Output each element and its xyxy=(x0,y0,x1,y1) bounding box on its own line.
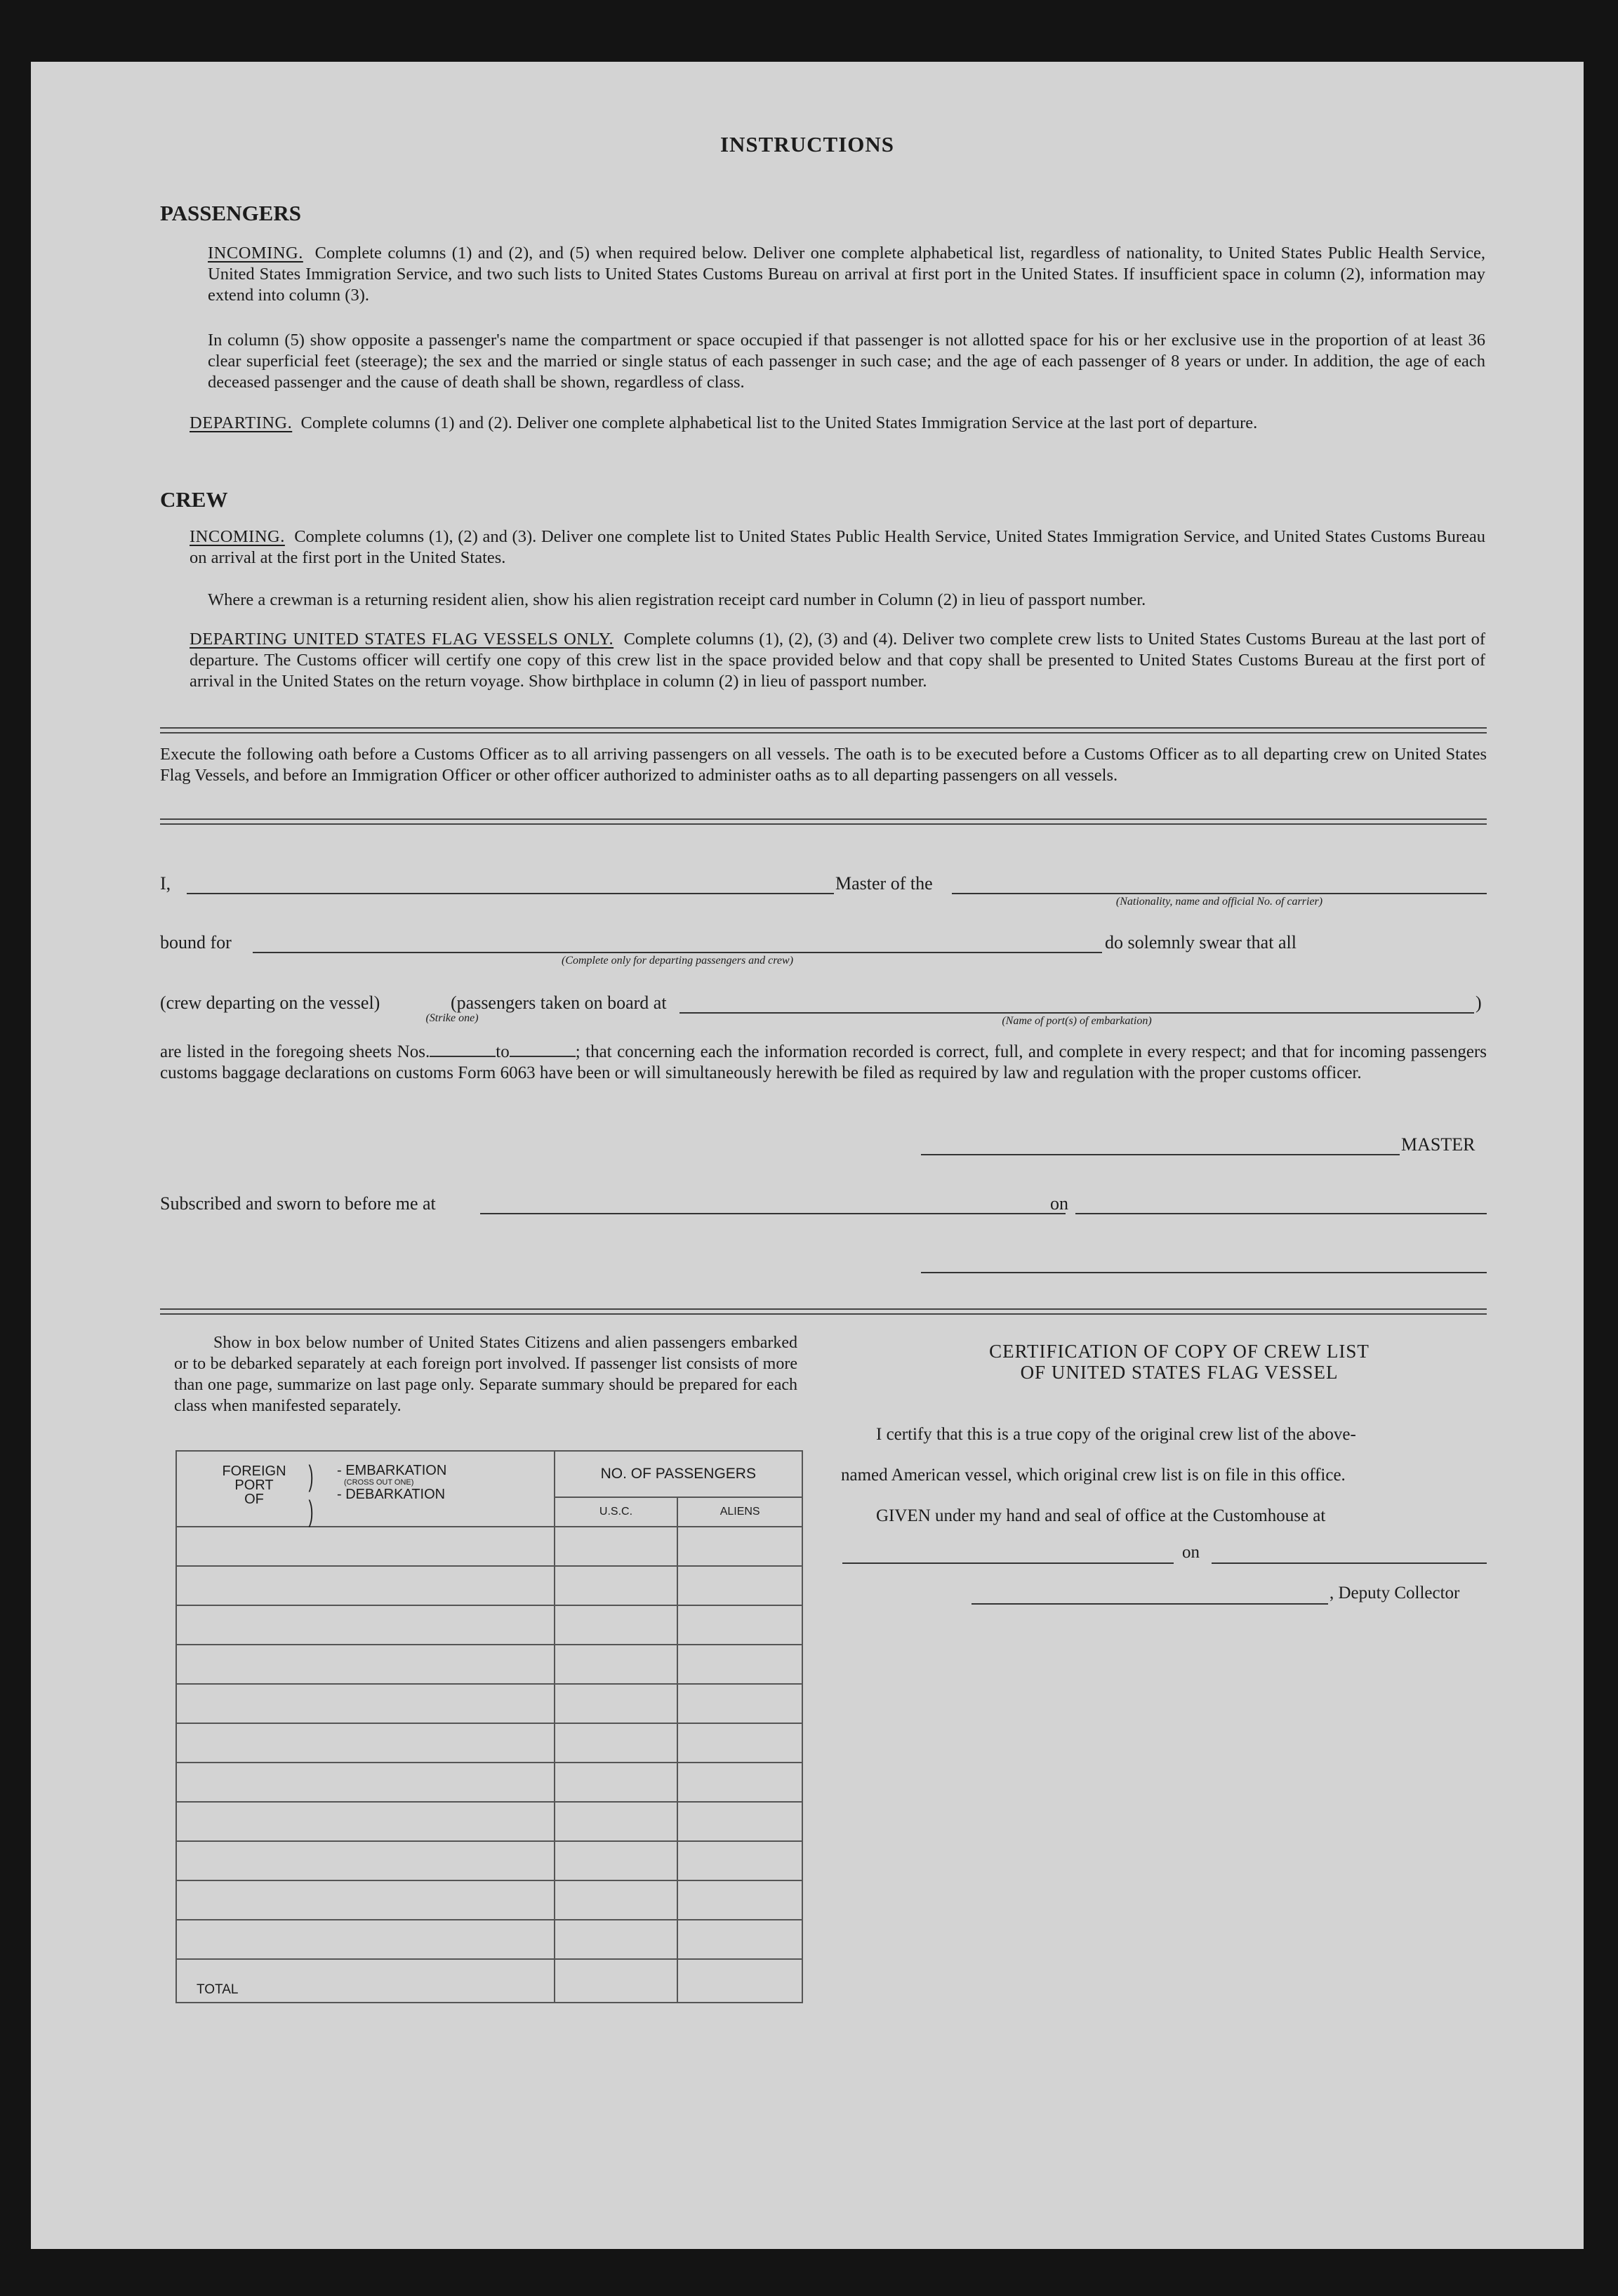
crew-incoming-label: INCOMING. xyxy=(190,527,285,546)
of-label: OF xyxy=(244,1492,264,1507)
summary-instructions: Show in box below number of United States Citizens and alien passengers embarked or to be debarked separately at each foreign port involved. If passenger list consists of more than one page, summarize on last page only. Separate summary should be prepared for each class when manifested separately. xyxy=(174,1334,797,1415)
crew-incoming-text: Complete columns (1), (2) and (3). Deliver one complete list to United States Public Health Service, United States Immigration Service, and United States Customs Bureau on arrival at the first port in the United States. xyxy=(190,527,1485,567)
officer-signature-field[interactable] xyxy=(921,1272,1487,1273)
table-row xyxy=(176,1684,802,1723)
deputy-collector-label: , Deputy Collector xyxy=(1329,1584,1460,1602)
port-cell[interactable] xyxy=(176,1802,555,1841)
debarkation-label: - DEBARKATION xyxy=(337,1487,446,1502)
aliens-cell[interactable] xyxy=(677,1527,802,1566)
port-cell[interactable] xyxy=(176,1880,555,1920)
certification-title-line1: CERTIFICATION OF COPY OF CREW LIST xyxy=(989,1341,1370,1362)
embarkation-label: - EMBARKATION xyxy=(337,1463,447,1478)
divider xyxy=(160,818,1487,825)
table-row xyxy=(176,1880,802,1920)
embarkation-ports-field[interactable] xyxy=(679,1012,1474,1014)
usc-total-cell[interactable] xyxy=(555,1959,678,2003)
certify-line1: I certify that this is a true copy of the original crew list of the above- xyxy=(876,1425,1356,1444)
port-cell[interactable] xyxy=(176,1684,555,1723)
given-text: GIVEN under my hand and seal of office at the Customhouse at xyxy=(876,1506,1326,1525)
total-row xyxy=(176,1959,802,2003)
crew-heading: CREW xyxy=(160,487,228,512)
bound-for-field[interactable] xyxy=(253,952,1102,953)
certification-on-label: on xyxy=(1182,1543,1200,1562)
close-paren: ) xyxy=(1476,993,1482,1013)
crew-incoming-paragraph xyxy=(190,526,1485,569)
foreign-port-of-label xyxy=(205,1464,303,1506)
table-row xyxy=(176,1566,802,1605)
port-cell[interactable] xyxy=(176,1645,555,1684)
master-name-field[interactable] xyxy=(187,893,834,894)
table-row xyxy=(176,1605,802,1645)
crew-resident-paragraph: Where a crewman is a returning resident alien, show his alien registration receipt card number in Column (2) in lieu of passport number. xyxy=(208,590,1146,609)
crew-departing-text: Complete columns (1), (2), (3) and (4). Deliver two complete crew lists to United States Customs Bureau at the last port of departure. The Customs officer will certify one copy of this crew list in the space provided below and that copy shall be presented to United States Customs Bureau at the first port of arrival in the United States on the return voyage. Show birthplace in column (2) in lieu of passport number. xyxy=(190,630,1485,691)
bound-for-label: bound for xyxy=(160,932,232,953)
passengers-departing-text: Complete columns (1) and (2). Deliver one complete alphabetical list to the United States Immigration Service at the last port of departure. xyxy=(300,413,1258,432)
usc-cell[interactable] xyxy=(555,1880,678,1920)
passengers-heading: PASSENGERS xyxy=(160,201,301,225)
table-row xyxy=(176,1763,802,1802)
table-row xyxy=(176,1645,802,1684)
listed-prefix: are listed in the foregoing sheets Nos. xyxy=(160,1042,430,1061)
subscribed-date-field[interactable] xyxy=(1075,1213,1487,1214)
aliens-cell[interactable] xyxy=(677,1723,802,1763)
certification-date-field[interactable] xyxy=(1212,1562,1487,1564)
foreign-label: FOREIGN xyxy=(222,1464,286,1479)
table-row xyxy=(176,1802,802,1841)
swear-label: do solemnly swear that all xyxy=(1105,932,1297,953)
master-signature-field[interactable] xyxy=(921,1154,1400,1155)
port-cell[interactable] xyxy=(176,1527,555,1566)
listed-rest: ; that concerning each the information recorded is correct, full, and complete in every respect; and that for incoming passengers customs baggage declarations on customs Form 6063 have been or will simultaneously herewith be filed as required by law and regulation with the proper customs officer. xyxy=(160,1042,1487,1082)
passenger-summary-table xyxy=(175,1450,803,2003)
aliens-cell[interactable] xyxy=(677,1841,802,1880)
total-label: TOTAL xyxy=(176,1959,555,2003)
certification-title-line2: OF UNITED STATES FLAG VESSEL xyxy=(1020,1362,1339,1383)
aliens-cell[interactable] xyxy=(677,1920,802,1959)
usc-cell[interactable] xyxy=(555,1684,678,1723)
usc-cell[interactable] xyxy=(555,1527,678,1566)
usc-cell[interactable] xyxy=(555,1645,678,1684)
aliens-cell[interactable] xyxy=(677,1880,802,1920)
usc-cell[interactable] xyxy=(555,1605,678,1645)
aliens-cell[interactable] xyxy=(677,1684,802,1723)
usc-cell[interactable] xyxy=(555,1802,678,1841)
divider xyxy=(160,1308,1487,1315)
port-cell[interactable] xyxy=(176,1605,555,1645)
oath-i-label: I, xyxy=(160,873,171,894)
sheets-from-field[interactable] xyxy=(430,1044,496,1057)
form-page xyxy=(31,62,1584,2249)
aliens-total-cell[interactable] xyxy=(677,1959,802,2003)
port-cell[interactable] xyxy=(176,1723,555,1763)
table-row xyxy=(176,1841,802,1880)
crew-departing-label: DEPARTING UNITED STATES FLAG VESSELS ONLY. xyxy=(190,630,614,649)
port-label: PORT xyxy=(234,1478,274,1493)
sheets-to-field[interactable] xyxy=(510,1044,576,1057)
aliens-cell[interactable] xyxy=(677,1566,802,1605)
passengers-column5-paragraph: In column (5) show opposite a passenger's name the compartment or space occupied if that passenger is not allotted space for his or her exclusive use in the proportion of at least 36 clear superficial feet (steerage); the sex and the married or single status of each passenger in such case; and the age of each passenger of 8 years or under. In addition, the age of each deceased passenger and the cause of death shall be shown, regardless of class. xyxy=(208,331,1485,392)
subscribed-on-label: on xyxy=(1050,1193,1068,1214)
usc-cell[interactable] xyxy=(555,1566,678,1605)
port-cell[interactable] xyxy=(176,1566,555,1605)
aliens-cell[interactable] xyxy=(677,1605,802,1645)
aliens-cell[interactable] xyxy=(677,1802,802,1841)
customhouse-place-field[interactable] xyxy=(842,1562,1174,1564)
table-row xyxy=(176,1920,802,1959)
divider xyxy=(160,727,1487,734)
oath-instructions: Execute the following oath before a Customs Officer as to all arriving passengers on all vessels. The oath is to be executed before a Customs Officer as to all departing crew on United States Flag Vessels, and before an Immigration Officer or other officer authorized to administer oaths as to all departing passengers on all vessels. xyxy=(160,745,1487,785)
page-title: INSTRUCTIONS xyxy=(720,132,894,157)
passengers-departing-paragraph xyxy=(190,413,1485,434)
certify-line2: named American vessel, which original crew list is on file in this office. xyxy=(841,1466,1346,1485)
deputy-collector-signature-field[interactable] xyxy=(972,1603,1328,1605)
aliens-cell[interactable] xyxy=(677,1763,802,1802)
subscribed-place-field[interactable] xyxy=(480,1213,1066,1214)
brace-icon: ) ) xyxy=(308,1459,314,1527)
table-row xyxy=(176,1723,802,1763)
no-passengers-header: NO. OF PASSENGERS xyxy=(555,1451,802,1497)
subscribed-label: Subscribed and sworn to before me at xyxy=(160,1193,436,1214)
carrier-hint: (Nationality, name and official No. of carrier) xyxy=(1115,896,1323,908)
aliens-cell[interactable] xyxy=(677,1645,802,1684)
port-cell[interactable] xyxy=(176,1841,555,1880)
strike-hint: (Strike one) xyxy=(425,1012,479,1024)
usc-cell[interactable] xyxy=(555,1723,678,1763)
port-cell[interactable] xyxy=(176,1920,555,1959)
master-label: MASTER xyxy=(1401,1134,1476,1155)
port-cell[interactable] xyxy=(176,1763,555,1802)
to-label: to xyxy=(496,1042,510,1061)
usc-cell[interactable] xyxy=(555,1920,678,1959)
oath-listed-paragraph xyxy=(160,1042,1487,1084)
aliens-header: ALIENS xyxy=(677,1497,802,1527)
usc-header: U.S.C. xyxy=(555,1497,678,1527)
passengers-incoming-text: Complete columns (1) and (2), and (5) when required below. Deliver one complete alphabetical list, regardless of nationality, to United States Public Health Service, United States Immigration Service, and two such lists to United States Customs Bureau on arrival at first port in the United States. If insufficient space in column (2), information may extend into column (3). xyxy=(208,244,1486,305)
passengers-departing-label: DEPARTING. xyxy=(190,413,293,432)
passengers-incoming-label: INCOMING. xyxy=(208,244,303,263)
master-of-label: Master of the xyxy=(835,873,933,894)
port-header-cell xyxy=(176,1451,555,1527)
table-row xyxy=(176,1527,802,1566)
usc-cell[interactable] xyxy=(555,1841,678,1880)
passengers-incoming-paragraph xyxy=(208,243,1485,306)
usc-cell[interactable] xyxy=(555,1763,678,1802)
crew-departing-option[interactable]: (crew departing on the vessel) xyxy=(160,993,380,1013)
carrier-field[interactable] xyxy=(952,893,1487,894)
passengers-boarded-option[interactable]: (passengers taken on board at xyxy=(451,993,667,1013)
cross-out-label: (CROSS OUT ONE) xyxy=(344,1478,414,1487)
crew-departing-paragraph xyxy=(190,629,1485,692)
bound-for-hint: (Complete only for departing passengers and crew) xyxy=(561,955,794,967)
ports-hint: (Name of port(s) of embarkation) xyxy=(1002,1015,1152,1027)
